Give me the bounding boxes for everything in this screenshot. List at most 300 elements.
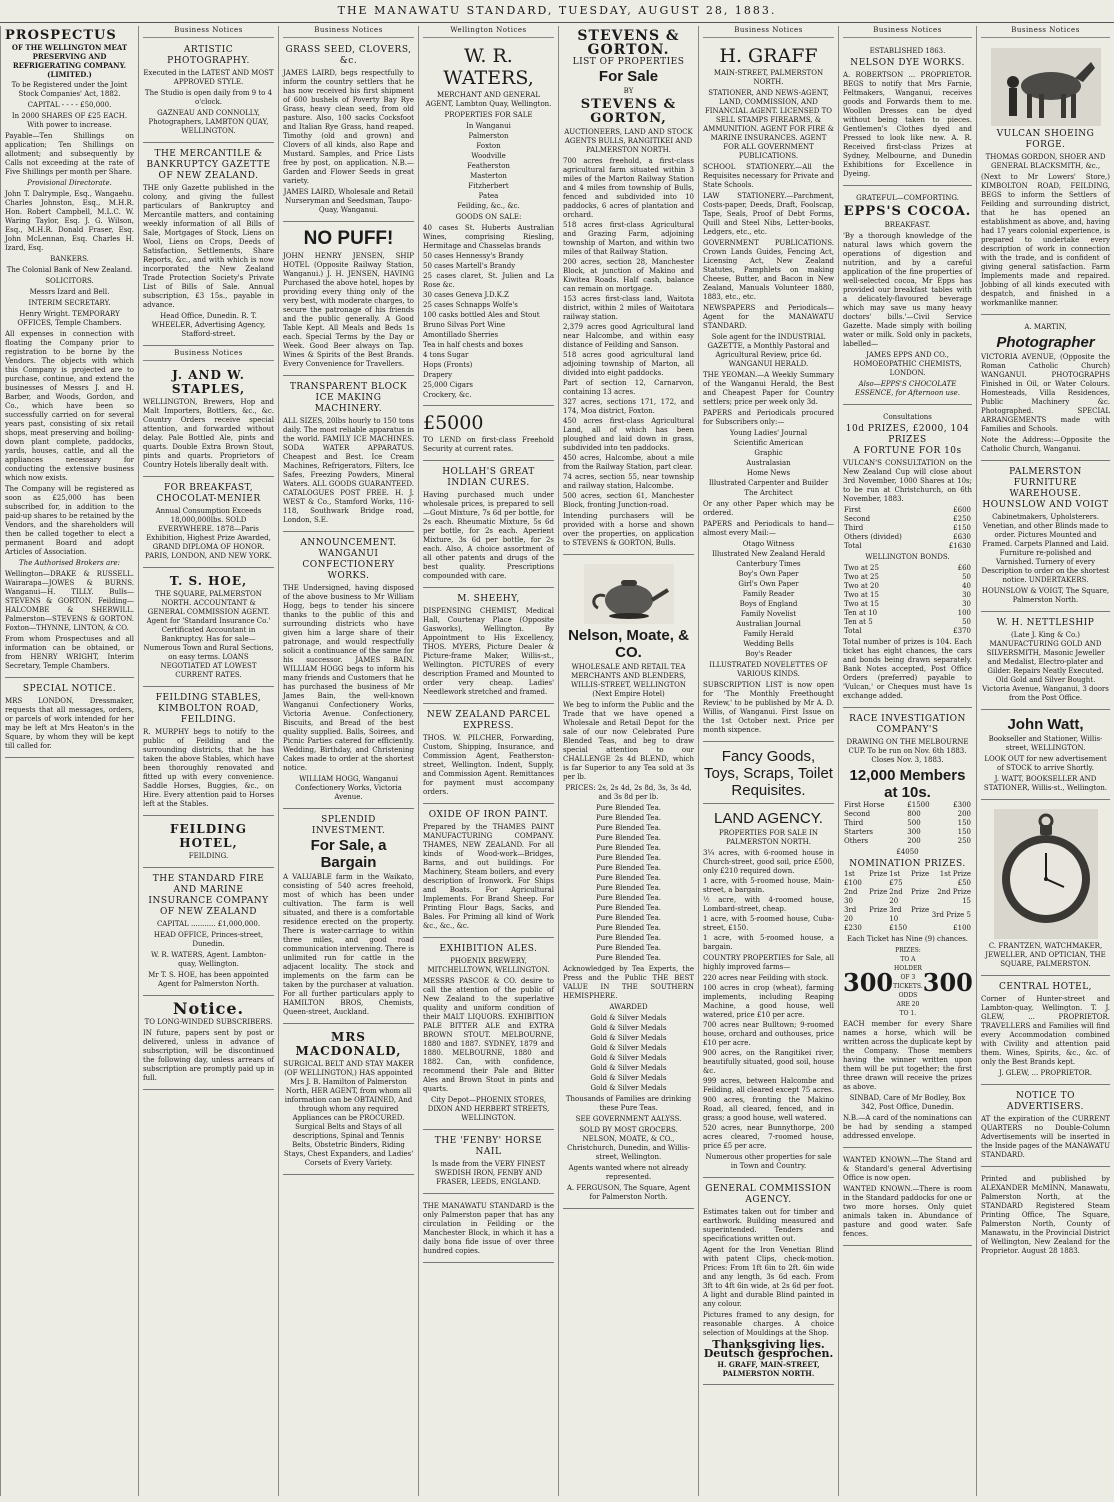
- bond-row-cell: Two at 20: [844, 582, 879, 590]
- country-item: 700 acres near Bulltown; 9-roomed house, orchard and outhouses, price £10 per acre.: [703, 1021, 834, 1047]
- country-item: 999 acres, between Halcombe and Feilding, all cleared except 75 acres.: [703, 1077, 835, 1094]
- paper-item: Illustrated Carpenter and Builder: [708, 479, 829, 487]
- country-item: 900 acres, fronting the Makino Road, all cleared, fenced, and in grass; a good house, well watered.: [703, 1096, 834, 1122]
- waters-title: W. R. WATERS,: [443, 45, 534, 89]
- sg-list-title: LIST OF PROPERTIES: [572, 57, 685, 67]
- fancy-goods-ad: [703, 745, 834, 804]
- insurance-ad: [143, 871, 274, 996]
- each-ticket: Each Ticket has Nine (9) chances.: [846, 935, 969, 943]
- prospectus-ad: [5, 26, 134, 678]
- land-title: LAND AGENCY.: [714, 810, 823, 827]
- column-header: Business Notices: [703, 26, 834, 38]
- sg-property-item: 327 acres, sections 171, 172, and 174, Moa district, Foxton.: [563, 398, 694, 415]
- notice-title: Notice.: [172, 999, 245, 1018]
- medal-line: Gold & Silver Medals: [590, 1074, 667, 1082]
- dye-works-ad: [843, 42, 972, 186]
- property-item: Palmerston: [468, 132, 509, 140]
- advertisers-title: NOTICE TO ADVERTISERS.: [1006, 1091, 1085, 1112]
- nelson-thousands: Thousands of Families are drinking these Pure Teas.: [565, 1095, 692, 1112]
- land-body: PROPERTIES FOR SALE IN PALMERSTON NORTH.: [718, 829, 819, 846]
- pure-tea-line: Pure Blended Tea.: [596, 814, 661, 822]
- race-row-cell: First Horse: [844, 801, 885, 809]
- hotel-title: FEILDING HOTEL,: [170, 822, 247, 850]
- notice-sub: TO LONG-WINDED SUBSCRIBERS.: [144, 1018, 273, 1026]
- race-row-cell: 500: [907, 819, 921, 827]
- property-item: Fitzherbert: [468, 182, 509, 190]
- property-item: Patea: [478, 192, 499, 200]
- pure-tea-line: Pure Blended Tea.: [596, 894, 661, 902]
- column-6: [698, 26, 838, 1496]
- weekly-item: Australian Journal: [736, 620, 801, 628]
- land-item: 1 acre, with 5-roomed house, Cuba-street, £150.: [703, 915, 834, 932]
- confect-title: WANGANUI CONFECTIONERY WORKS.: [302, 549, 395, 581]
- stables-title: FEILDING STABLES, KIMBOLTON ROAD, FEILDING.: [155, 693, 262, 725]
- graff-novelettes: ILLUSTRATED NOVELETTES OF VARIOUS KINDS.: [709, 661, 828, 678]
- nelson-acknowledged: Acknowledged by Tea Experts, the Press and the Public THE BEST VALUE IN THE SOUTHERN HEMISPHERE.: [563, 965, 694, 1000]
- column-1: [0, 26, 138, 1496]
- prospectus-body-1: All expenses in connection with floating the Company prior to registration to be borne by the Vendors. The objects with which this Company is projected are to purchase, continue, and extend the businesses of Messrs J. and H. Barber, and Woods, Gordon, and Co., which have been so successfully carried on for several years past, consisting of six retail shops, meat preserving and boiling-down plant complete, paddocks, yards, houses, cattle, and all the appliances necessary for conducting the extensive business which now exists.: [5, 330, 134, 482]
- nomination-row-cell: 3rd Prize 5: [931, 910, 971, 919]
- nettleship-ad: [981, 615, 1110, 710]
- medal-line: Gold & Silver Medals: [590, 1064, 667, 1072]
- prize-table: [843, 506, 972, 551]
- gazette-office: Head Office, Dunedin. R. T. WHEELER, Advertising Agency, Stafford-street.: [151, 312, 266, 338]
- vulcan-body: VULCAN'S CONSULTATION on the New Zealand Cup will close about 3rd November, 1000 Shares at 10s; to be run at Christchurch, on 6th November, 1883.: [843, 459, 972, 503]
- nettleship-body: (Late J. King & Co.) MANUFACTURING GOLD AND SILVERSMITH, Masonic Jeweller and Medalist, Electro-plater and Gilder. Repairs Neatly Executed. Old Gold and Silver Bought. Victoria Avenue, Wanganui, 3 doors from the Post Office.: [982, 631, 1109, 702]
- loan-text: TO LEND on first-class Freehold Security at current rates.: [423, 436, 554, 453]
- prize-row-cell: £600: [953, 506, 971, 514]
- graff-title: H. GRAFF: [719, 45, 818, 67]
- insurance-office: HEAD OFFICE, Princes-street, Dunedin.: [153, 931, 264, 948]
- brokers-list: Wellington—DRAKE & RUSSELL. Wairarapa—JOWES & BURNS. Wanganui—H. TILLY. Bulls—STEVENS & GORTON. Feilding—HALCOMBE & SHERWILL. Palmerston—STEVENS & GORTON. Foxton—THYNNE, LINTON, & CO.: [5, 570, 134, 632]
- goods-item: 50 cases Hennessy's Brandy: [423, 252, 524, 260]
- goods-item: Hops (Fronts): [423, 361, 473, 369]
- sg-property-item: 518 acres first-class Agricultural and Grazing Farm, adjoining township of Marton, and within two miles of that Railway Station.: [563, 221, 694, 256]
- sg-property-item: 518 acres good agricultural land adjoining township of Marton, all divided into eight paddocks.: [563, 351, 694, 377]
- race-row-cell: 200: [907, 837, 921, 845]
- pure-tea-line: Pure Blended Tea.: [596, 944, 661, 952]
- notice-ad: [143, 999, 274, 1090]
- graff-news: NEWSPAPERS and Periodicals—Agent for the MANAWATU STANDARD.: [703, 304, 834, 330]
- photo-studio: The Studio is open daily from 9 to 4 o'clock.: [144, 89, 273, 106]
- three-hundred-right: 300: [922, 967, 973, 997]
- goods-item: Drapery: [423, 371, 453, 379]
- hoe-ad: [143, 571, 274, 687]
- medal-line: Gold & Silver Medals: [590, 1014, 667, 1022]
- sg-property-item: 450 acres first-class Agricultural Land, all of which has been ploughed and laid down in grass, subdivided into ten paddocks.: [563, 417, 694, 452]
- epps-title: EPPS'S COCOA.: [843, 204, 972, 219]
- stables-ad: [143, 690, 274, 816]
- wanted-2: WANTED KNOWN.—There is room in the Standard paddocks for one or two more horses. Only quiet animals taken in. Abundance of pasture and good water. Safe fences.: [843, 1185, 972, 1238]
- commission-body: Estimates taken out for timber and earthwork. Building measured and superintended. Tenders and specifications written out.: [703, 1208, 834, 1243]
- race-row: [843, 837, 972, 846]
- properties-list: [423, 122, 554, 211]
- nomination-row-cell: 3rd Prize 10: [889, 906, 930, 923]
- weekly-item: Family Herald: [743, 630, 794, 638]
- prospectus-shares: In 2000 SHARES OF £25 EACH. With power to increase.: [11, 112, 128, 129]
- paper-item: Graphic: [754, 449, 783, 457]
- parcel-ad: [423, 707, 554, 804]
- nelson-agents: Agents wanted where not already represented.: [568, 1164, 689, 1181]
- gazette-ad: [143, 146, 274, 346]
- pure-tea-line: Pure Blended Tea.: [596, 904, 661, 912]
- macdonald-body: SURGICAL BELT AND STAY MAKER (OF WELLINGTON,) HAS appointed Mrs J. B. Hamilton of Palmerston North, HER AGENT, from whom all information can be OBTAINED, And through whom any required Appliances can be PROCURED. Surgical Belts and Stays of all descriptions, Spinal and Tennis Belts, Obstetric Binders, Riding Stays, Chest Expanders, and Ladies' Corsets of Every Variety.: [283, 1060, 414, 1167]
- seeds-title: GRASS SEED, CLOVERS, &c.: [285, 45, 412, 66]
- goods-item: Bruno Silvas Port Wine: [423, 321, 506, 329]
- vulcan-consultation-ad: [843, 408, 972, 708]
- bonds-heading: WELLINGTON BONDS.: [865, 553, 950, 561]
- directors-list: John T. Dalrymple, Esq., Wangaehu. Charles Johnston, Esq., M.H.R. Hon. Robert Campbell, M.L.C. W. Waring Taylor, Esq. J. G. Wilson, Esq., M.H.R. Donald Fraser, Esq. John McLennan, Esq. Charles H. Izard, Esq.: [5, 190, 134, 252]
- land-item: 1 acre, with 5-roomed house, a bargain.: [703, 934, 834, 951]
- bankers-text: The Colonial Bank of New Zealand.: [6, 266, 133, 274]
- nomination-title: NOMINATION PRIZES.: [849, 859, 966, 869]
- properties-heading: PROPERTIES FOR SALE: [444, 111, 533, 119]
- race-row-cell: Third: [844, 819, 864, 827]
- seeds-firm: JAMES LAIRD, Wholesale and Retail Nurseryman and Seedsman, Taupo-Quay, Wanganui.: [283, 188, 414, 214]
- three-hundred-row: [843, 946, 972, 1018]
- standard-ad: [423, 1197, 554, 1263]
- graff-school: SCHOOL STATIONERY.—All the Requisites necessary for Private and State Schools.: [703, 163, 834, 189]
- nomination-row-cell: 1st Prize £100: [844, 870, 888, 887]
- staples-body: WELLINGTON, Brewers, Hop and Malt Importers, Bottlers, &c., &c. Country Orders receive special attention, and forwarded without delay. Pale Bottled Ale, pints and quarts. Double Extra Brown Stout, pints and quarts. Proprietors of Country Hotels liberally dealt with.: [143, 398, 274, 469]
- teapot-icon: [584, 564, 674, 624]
- consultations: Consultations: [883, 413, 932, 421]
- sheehy-ad: [423, 591, 554, 704]
- sg-property-item: Part of section 12, Carnarvon, containing 13 acres.: [563, 379, 694, 396]
- weekly-item: Family Novelist: [740, 610, 797, 618]
- bond-row: [843, 591, 972, 600]
- bond-row-cell: 50: [962, 618, 971, 626]
- medals-list: [563, 1014, 694, 1093]
- hoe-body: THE SQUARE, PALMERSTON NORTH. ACCOUNTANT & GENERAL COMMISSION AGENT. Agent for 'Standard Insurance Co.' Certificated Accountant in Bankruptcy. Has for sale—Numerous Town and Rural Sections, on easy terms. LOANS NEGOTIATED AT LOWEST CURRENT RATES.: [143, 590, 274, 679]
- sg-property-item: 700 acres freehold, a first-class agricultural farm situated within 3 miles of the Marton Railway Station and 4 miles from township of Bulls, fenced and subdivided into 10 paddocks, 6 acres of plantation and orchard.: [563, 157, 694, 219]
- goods-item: 100 casks bottled Ales and Stout: [423, 311, 540, 319]
- martin-note: Note the Address:—Opposite the Catholic Church, Wanganui.: [981, 436, 1110, 453]
- ales-ad: [423, 941, 554, 1130]
- confect-firm: WILLIAM HOGG, Wanganui Confectionery Works, Victoria Avenue.: [295, 775, 402, 801]
- gazette-title: THE MERCANTILE & BANKRUPTCY GAZETTE OF NEW ZEALAND.: [146, 149, 271, 181]
- weekly-item: Family Reader: [742, 590, 795, 598]
- country-title: COUNTRY PROPERTIES for Sale, all highly improved farms—: [703, 954, 834, 971]
- prospectus-title: PROSPECTUS: [5, 28, 117, 43]
- prize-line: 10d PRIZES, £2000, 104 PRIZES: [845, 424, 970, 445]
- column-4: [418, 26, 558, 1496]
- fortune: A FORTUNE FOR 10s: [853, 446, 962, 456]
- seeds-body: JAMES LAIRD, begs respectfully to inform the country settlers that he has now received his first shipment of 600 bushels of Poverty Bay Rye Grass, heavy clean seed, from old pasture. Also, 100 sacks Cocksfoot and Italian Rye Grass, hand reaped. Timothy (old and grown) and Clovers of all kinds, also Rape and Mustard. Samples, and Price Lists free by post, on application. N.B.—Garden and Flower Seeds in great variety.: [283, 69, 414, 185]
- bond-row: [843, 618, 972, 627]
- bond-row-cell: Ten at 10: [844, 609, 878, 617]
- special-notice-ad: [5, 681, 134, 758]
- land-item: 1 acre, with 5-roomed house, Main-street, a bargain.: [703, 877, 834, 894]
- prize-row-cell: First: [844, 506, 861, 514]
- weekly-item: Boys of England: [739, 600, 798, 608]
- central-body: Corner of Hunter-street and Lambton-quay, Wellington. T. J. GLEW, ... PROPRIETOR. TRAVELLERS and Families will find every Accommodation combined with Civility and attention paid them. Wines, Spirits, &c., &c. of only the Best Brands kept.: [981, 995, 1110, 1066]
- macdonald-ad: [283, 1027, 414, 1175]
- race-row: [843, 819, 972, 828]
- bond-row-cell: 30: [962, 600, 971, 608]
- ales-title: EXHIBITION ALES.: [439, 944, 538, 954]
- waters-ad: [423, 42, 554, 406]
- bonds-table: [843, 564, 972, 636]
- sg-by: BY: [623, 87, 634, 95]
- bond-row: [843, 600, 972, 609]
- bond-row-cell: Ten at 5: [844, 618, 873, 626]
- ice-ad: [283, 379, 414, 532]
- ice-body: ALL SIZES, 20lbs hourly to 150 tons daily. The most reliable apparatus in the world. FAMILY ICE MACHINES. SODA WATER APPARATUS. Cheapest and Best. Ice Cream Machines, Refrigerators, Filters, Ice Safes, Freezing Powders, Mineral Waters. ALL GOODS GUARANTEED. CATALOGUES POST FREE. H. J. WEST & Co., Stamford Works, 116-118, Southwark Bridge road, London, S.E.: [283, 417, 414, 524]
- weekly-item: Canterbury Times: [736, 560, 801, 568]
- nomination-row-cell: 2nd Prize 30: [844, 888, 888, 905]
- gazette-body: THE only Gazette published in the colony, and giving the fullest particulars of Bankruptcy and Mercantile matters, and containing weekly information of all Bills of Sale, Mortgages of Stock, Liens on Wool, Liens on Crops, Deeds of Satisfaction, Settlements, Share Reports, &c., and with which is now incorporated the New Zealand Trade Protection Society's Private List of Bills of Sale. Annual subscription, £3 15s., payable in advance.: [143, 184, 274, 309]
- country-item: 520 acres, near Bunnythorpe, 200 acres cleared, 7-roomed house, price £5 per acre.: [703, 1124, 834, 1150]
- prize-row-cell: Total: [844, 542, 862, 550]
- nelson-sub: WHOLESALE AND RETAIL TEA MERCHANTS AND BLENDERS, WILLIS-STREET, WELLINGTON (Next Empire Hotel): [570, 663, 687, 698]
- graff-papers-intro: PAPERS and Periodicals procured for Subscribers only:—: [703, 409, 834, 426]
- bond-row-cell: Total: [844, 627, 862, 635]
- commission-ad: [703, 1181, 834, 1385]
- forsale-title: For Sale, a Bargain: [310, 837, 387, 871]
- furniture-body: Cabinetmakers, Upholsterers. Venetian, and other Blinds made to order. Pictures Mounted and Framed. Carpets Planned and Laid. Furniture re-polished and Varnished. Turnery of every Description to order on the shortest notice. UNDERTAKERS.: [981, 513, 1110, 584]
- nettleship-title: W. H. NETTLESHIP: [996, 618, 1095, 628]
- pure-tea-line: Pure Blended Tea.: [596, 914, 661, 922]
- graff-weekly-intro: PAPERS and Periodicals to hand—almost every Mail:—: [703, 520, 834, 537]
- prospectus-intro: To be Registered under the Joint Stock Companies' Act, 1882.: [11, 81, 128, 98]
- sheehy-body: DISPENSING CHEMIST, Medical Hall, Courtenay Place (Opposite Gasworks), Wellington. By Appointment to His Excellency, THOS. MYERS, Picture Dealer & Picture-frame Maker, Willis-st., Wellington. PICTURES of every description Framed and Mounted to order very cheap. Ladies' Needlework stretched and framed.: [423, 607, 554, 696]
- bond-row-cell: 100: [957, 609, 971, 617]
- race-title: RACE INVESTIGATION COMPANY'S: [849, 714, 966, 735]
- pure-tea-line: Pure Blended Tea.: [596, 864, 661, 872]
- wanted-ad: [843, 1151, 972, 1246]
- nail-title: THE 'FENBY' HORSE NAIL: [434, 1136, 543, 1157]
- land-item: 3¼ acres, with 6-roomed house in Church-street, good soil, price £500, only £210 required down.: [703, 849, 834, 875]
- column-header: Business Notices: [843, 26, 972, 38]
- brokers-heading: The Authorised Brokers are:: [19, 559, 120, 567]
- weekly-item: Otago Witness: [742, 540, 795, 548]
- nelson-analysis: SEE GOVERNMENT AALYSS.: [575, 1115, 682, 1123]
- land-item: ½ acre, with 4-roomed house, Lombard-street, cheap.: [703, 896, 834, 913]
- horseshoeing-icon: [991, 48, 1101, 126]
- goods-item: 50 cases Martell's Brandy: [423, 262, 516, 270]
- furniture-sig: HOUNSLOW & VOIGT, The Square, Palmerston North.: [981, 587, 1110, 604]
- race-row-cell: 200: [957, 810, 971, 818]
- bond-row-cell: Two at 15: [844, 591, 879, 599]
- papers-list: [703, 429, 834, 498]
- nopuff-ad: [283, 225, 414, 376]
- nomination-row: [843, 924, 972, 933]
- pure-tea-list: [563, 804, 694, 963]
- paper-item: Scientific American: [733, 439, 804, 447]
- cures-title: HOLLAH'S GREAT INDIAN CURES.: [442, 467, 535, 488]
- goods-item: 4 tons Sugar: [423, 351, 469, 359]
- graff-sole-agent: Sole agent for the INDUSTRIAL GAZETTE, a Monthly Pastoral and Agricultural Review, price 6d. WANGANUI HERALD.: [707, 333, 830, 368]
- forge-body: (Next to Mr Lowers' Store,) KIMBOLTON ROAD, FEILDING, BEGS to inform the Settlers of Feilding and surrounding district, that he has opened an establishment as above, and, having had 17 years colonial experience, is prepared to undertake every description of work in connection with the trade, and is confident of giving general satisfaction. Farm Implements made and repaired. Jobbing of all kinds executed with despatch, and finished in a workmanlike manner.: [981, 173, 1110, 307]
- goods-item: 25 cases Schnapps Wolfe's: [423, 301, 518, 309]
- hoe-title: T. S. HOE,: [169, 574, 248, 588]
- sinbad: SINBAD, Care of Mr Bodley, Box 342, Post Office, Dunedin.: [849, 1094, 966, 1111]
- race-row-cell: £300: [953, 801, 971, 809]
- race-row-cell: £1500: [907, 801, 930, 809]
- race-total: £4050: [896, 848, 919, 856]
- forsale-body: A VALUABLE farm in the Waikato, consisting of 540 acres freehold, most of which has been under cultivation. The farm is well situated, and there is a comfortable residence erected on the property. There is water-carriage to within three miles, and good road communication intervening. There is unlimited run for cattle in the adjacent locality. The stock and implements on the farm can be taken by the purchaser at valuation. For all further particulars apply to HAMILTON BROS, Chemists, Queen-street, Auckland.: [283, 873, 414, 1016]
- medal-line: Gold & Silver Medals: [590, 1034, 667, 1042]
- graff-body: STATIONER, AND NEWS-AGENT, LAND, COMMISSION, AND FINANCIAL AGENT. LICENSED TO SELL STAMPS FIREARMS, & AMMUNITION. AGENT FOR FIRE & MARINE INSURANCES. AGENT FOR ALL GOVERNMENT PUBLICATIONS.: [703, 89, 834, 160]
- property-item: Featherston: [467, 162, 510, 170]
- pure-tea-line: Pure Blended Tea.: [596, 834, 661, 842]
- property-item: Woodville: [471, 152, 506, 160]
- property-item: In Wanganui: [466, 122, 511, 130]
- commission-pictures: Pictures framed to any design, for reasonable charges. A choice selection of Mouldings at the Shop.: [703, 1311, 834, 1337]
- nelson-sold: SOLD BY MOST GROCERS. NELSON, MOATE, & CO., Christchurch, Dunedin, and Willis-street, Wellington.: [567, 1126, 690, 1161]
- country-item: 100 acres in crop (wheat), farming implements, including Reaping Machine, a good house, well watered, price £10 per acre.: [703, 984, 834, 1019]
- weekly-list: [703, 540, 834, 659]
- sg-property-item: 153 acres first-class land, Waitota district, within 2 miles of Waitotara railway station.: [563, 295, 694, 321]
- insurance-agent: W. R. WATERS, Agent. Lambton-quay, Wellington.: [151, 951, 266, 968]
- established: ESTABLISHED 1863.: [869, 47, 946, 55]
- oxide-body: Prepared by the THAMES PAINT MANUFACTURING COMPANY. THAMES, NEW ZEALAND. For all kinds of Wood-work—Bridges, Barns, and out buildings. For Machinery, Steam boilers, and every description of Ironwork. For Ships and Boats. For Agricultural Implements. For Brand Sheep. For Printing Flour Bags, Sacks, and Bales. For Priming all kind of Work &c., &c., &c.: [423, 823, 554, 930]
- sg-property-item: 200 acres, section 28, Manchester Block, at junction of Makino and Kiwitea Roads. Half cash, balance can remain on mortgage.: [563, 258, 694, 293]
- waters-sub: MERCHANT AND GENERAL AGENT, Lambton Quay, Wellington.: [425, 91, 552, 108]
- advertisers-ad: [981, 1088, 1110, 1167]
- nomination-row-cell: £150: [889, 924, 908, 932]
- graff-subscription: SUBSCRIPTION LIST is now open for 'The Monthly Freethought Review,' to be published by Mr A. D. Willis, of Wanganui. First Issue on the 1st October next. Price per month sixpence.: [703, 681, 834, 734]
- notice-body: IN future, papers sent by post or delivered, unless in advance of subscription, will be discontinued the following day, unless arrears of subscription are promptly paid up in full.: [143, 1029, 274, 1082]
- vulcan-note: Total number of prizes is 104. Each ticket has eight chances, the cars and bonds being drawn separately. Bank Notes accepted, Post Office Orders (preferred) payable to 'Vulcan,' or Cheques must have 1s exchange added.: [843, 638, 972, 700]
- epps-sub: BREAKFAST.: [884, 221, 931, 229]
- loan-amount: £5000: [423, 412, 484, 434]
- paper-item: Young Ladies' Journal: [729, 429, 808, 437]
- epps-firm: JAMES EPPS AND CO., HOMOEOPATHIC CHEMISTS, LONDON.: [853, 351, 962, 377]
- race-row-cell: 300: [907, 828, 921, 836]
- column-5: [558, 26, 698, 1496]
- sg-forsale: For Sale: [598, 68, 659, 85]
- wanted-1: WANTED KNOWN.—The Stand ard & Standard's general Advertising Office is now open.: [843, 1156, 972, 1182]
- paper-item: Australasian: [746, 459, 791, 467]
- hotel-ad: [143, 819, 274, 868]
- prospectus-closing: From whom Prospectuses and all information can be obtained, or from HENRY WRIGHT, Interim Secretary, Temple Chambers.: [5, 635, 134, 670]
- weekly-item: Boy's Reader: [745, 650, 792, 658]
- frantzen-ad: [981, 803, 1110, 976]
- bankers-heading: BANKERS.: [50, 255, 89, 263]
- sg-property-item: 74 acres, section 55, near township and railway station, Halcombe.: [563, 473, 694, 490]
- race-row: [843, 810, 972, 819]
- column-3: [278, 26, 418, 1496]
- column-header: Business Notices: [143, 26, 274, 38]
- nomination-row-cell: 2nd Prize 15: [937, 888, 971, 905]
- country-items: [703, 974, 834, 1151]
- column-header: Business Notices: [981, 26, 1110, 38]
- land-items: [703, 849, 834, 952]
- grateful: GRATEFUL—COMFORTING.: [856, 194, 959, 202]
- imprint-text: Printed and published by ALEXANDER McMINN, Manawatu, Palmerston North, at the STANDARD Registered Steam Printing Office, The Square, Palmerston North, County of Manawatu, in the Provincial District of Wellington, New Zealand for the Proprietor. August 28 1883.: [981, 1175, 1110, 1255]
- prize-row-cell: £630: [953, 533, 971, 541]
- nelson-body: We beg to inform the Public and the Trade that we have opened a Wholesale and Retail Depot for the sale of our now Celebrated Pure Blended Teas, and beg to draw special attention to our CHALLENGE 2s 4d BLEND, which is far Superior to any Tea sold at 3s per lb.: [563, 701, 694, 781]
- nelson-agent-name: A. FERGUSON, The Square, Agent for Palmerston North.: [566, 1184, 691, 1201]
- weekly-item: Girl's Own Paper: [738, 580, 799, 588]
- confect-body: THE Undersigned, having disposed of the above business to Mr William Hogg, begs to tender his sincere thanks to the public of this and surrounding districts who have given him a large share of their patronage, and would respectfully solicit a continuance of the same for his successor. JAMES BAIN. WILLIAM HOGG begs to inform his many friends and Customers that he has purchased the business of Mr James Bain, the well-known Wanganui Confectionery Works, Victoria Avenue. Confectionery, Biscuits, and Bread of the best quality supplied. Balls, Soirees, and Picnic Parties catered for efficiently. Wedding, Birthday, and Christening Cakes made to order at the shortest notice.: [283, 584, 414, 772]
- prize-row: [843, 542, 972, 551]
- imprint: [981, 1170, 1110, 1262]
- martin-body: VICTORIA AVENUE, (Opposite the Roman Catholic Church) WANGANUI. PHOTOGRAPHS Finished in Oil, or Water Colours. Homesteads, Villa Residences, Public Machinery &c. Photographed. SPECIAL ARRANGEMENTS made with Families and Schools.: [981, 353, 1110, 433]
- pure-tea-line: Pure Blended Tea.: [596, 844, 661, 852]
- hotel-sub: FEILDING.: [188, 852, 229, 860]
- each-member: EACH member for every Share names a horse, which will be written across the duplicate kept by the Company. Those members having the winner written upon them will be put together; the first three drawn will receive the prizes as above.: [843, 1020, 972, 1091]
- nomination-row-cell: 1st Prize £75: [889, 870, 930, 887]
- graff-sub: MAIN-STREET, PALMERSTON NORTH.: [713, 69, 824, 86]
- goods-list: [423, 224, 554, 400]
- graff-gov: GOVERNMENT PUBLICATIONS. Crown Lands Guides, Fencing Act, Licensing Act, New Zealand Statutes, Pamphlets on making Cheese, Butter, and Bacon in New Zealand, Manuals Volunteer 1880, 1883, etc., etc.: [703, 239, 834, 301]
- investment-ad: [283, 812, 414, 1024]
- medal-line: Gold & Silver Medals: [590, 1024, 667, 1032]
- insurance-title: THE STANDARD FIRE AND MARINE INSURANCE COMPANY OF NEW ZEALAND: [148, 874, 269, 917]
- pure-tea-line: Pure Blended Tea.: [596, 884, 661, 892]
- goods-item: 30 cases Geneva J.D.K.Z: [423, 291, 509, 299]
- oxide-ad: [423, 807, 554, 938]
- nopuff-title: NO PUFF!: [303, 228, 394, 249]
- race-row-cell: Others: [844, 837, 869, 845]
- photo-title: ARTISTIC PHOTOGRAPHY.: [167, 45, 250, 66]
- staples-ad: [143, 365, 274, 477]
- martin-title: Photographer: [996, 334, 1095, 351]
- epps-also: Also—EPPS'S CHOCOLATE ESSENCE, for Afternoon use.: [854, 380, 961, 397]
- secretary-heading: INTERIM SECRETARY.: [28, 299, 111, 307]
- nomination-row-cell: 3rd Prize 20: [844, 906, 888, 923]
- sg-property-item: 2,379 acres good Agricultural land near Halcombe, and within easy distance of Feilding and Sanson.: [563, 323, 694, 349]
- weekly-item: Boy's Own Paper: [738, 570, 799, 578]
- race-row-cell: 250: [957, 837, 971, 845]
- country-item: 220 acres near Feilding with stock.: [703, 974, 829, 982]
- stevens-gorton-ad: [563, 26, 694, 555]
- martin-ad: [981, 318, 1110, 461]
- land-agency-ad: [703, 807, 834, 1178]
- pure-tea-line: Pure Blended Tea.: [596, 924, 661, 932]
- ice-title: TRANSPARENT BLOCK ICE MAKING MACHINERY.: [289, 382, 408, 414]
- three-hundred-left: 300: [843, 967, 894, 997]
- prize-row: [843, 533, 972, 542]
- bond-row: [843, 627, 972, 636]
- prize-row-cell: £250: [953, 515, 971, 523]
- column-header: Business Notices: [143, 349, 274, 361]
- pocket-watch-icon: [994, 809, 1098, 939]
- land-numerous: Numerous other properties for sale in Town and Country.: [705, 1153, 832, 1170]
- prospectus-body-2: The Company will be registered as soon as £25,000 has been subscribed for, in addition to the paid-up shares to be retained by the Vendors, and the shareholders will then be called together to elect a permanent Board and adopt Articles of Association.: [5, 485, 134, 556]
- pure-tea-line: Pure Blended Tea.: [596, 874, 661, 882]
- central-title: CENTRAL HOTEL,: [998, 982, 1093, 992]
- bond-row: [843, 564, 972, 573]
- german-line: Thanksgiving lies. Deutsch gesprochen.: [703, 1338, 834, 1360]
- pure-tea-line: Pure Blended Tea.: [596, 854, 661, 862]
- insurance-local: Mr T. S. HOE, has been appointed Agent for Palmerston North.: [148, 971, 269, 988]
- watt-sig: J. WATT, BOOKSELLER AND STATIONER, Willis-st., Wellington.: [983, 775, 1108, 792]
- awarded-heading: AWARDED: [609, 1003, 648, 1011]
- insurance-capital: CAPITAL ........... £1,000,000.: [156, 920, 261, 928]
- bond-row: [843, 609, 972, 618]
- race-row-cell: 800: [907, 810, 921, 818]
- pure-tea-line: Pure Blended Tea.: [596, 934, 661, 942]
- sg-firm: STEVENS & GORTON,: [580, 97, 677, 126]
- bond-row: [843, 573, 972, 582]
- property-item: Masterton: [470, 172, 507, 180]
- nomination-row-cell: 1st Prize £50: [939, 870, 971, 887]
- cocoa-title: FOR BREAKFAST, CHOCOLAT-MENIER: [156, 483, 261, 504]
- commission-title: GENERAL COMMISSION AGENCY.: [705, 1184, 832, 1205]
- commission-iron: Agent for the Iron Venetian Blind with patent Clips, check-motion. Prices: From 1ft 6in to 2ft. 6in wide and any length, 3s 6d each. From 3ft to 4ft 6in wide, at 2s 6d per foot. A light and durable Blind painted in any colour.: [703, 1246, 834, 1308]
- central-hotel-ad: [981, 979, 1110, 1085]
- announce-title: ANNOUNCEMENT.: [300, 538, 397, 548]
- sg-firm-sub: AUCTIONEERS, LAND AND STOCK AGENTS BULLS, RANGITIKEI AND PALMERSTON NORTH.: [564, 128, 693, 154]
- goods-item: Crockery, &c.: [423, 391, 472, 399]
- nail-ad: [423, 1133, 554, 1194]
- prospectus-capital: CAPITAL - - - - £50,000.: [27, 101, 112, 109]
- prospectus-payable: Payable—Ten Shillings on application; Ten Shillings on allotment; and subsequently by Calls not exceeding at the rate of Five Shillings per month per Share.: [5, 132, 134, 176]
